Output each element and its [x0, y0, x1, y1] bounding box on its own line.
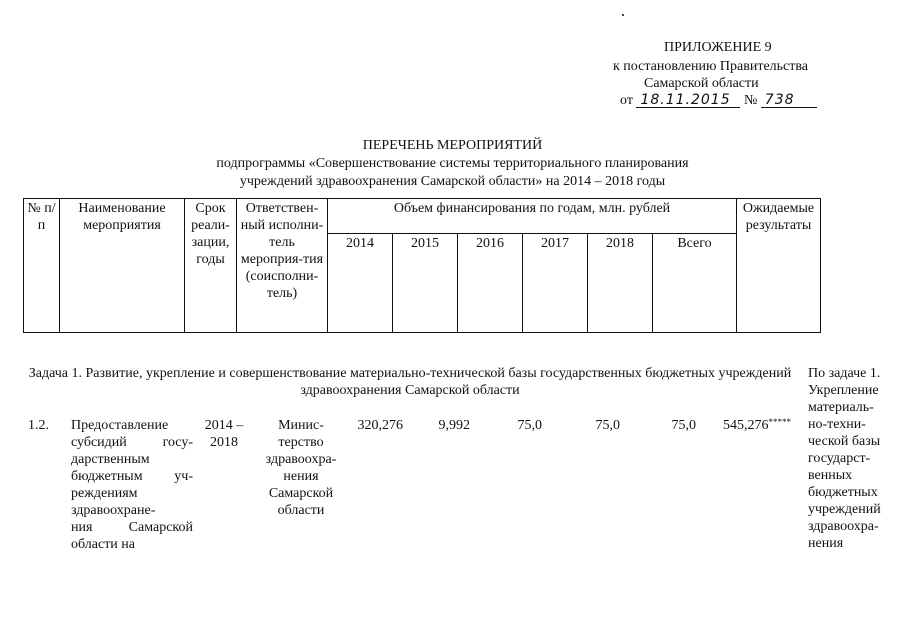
header-num: № п/п — [24, 199, 60, 333]
header-funding: Объем финансирования по годам, млн. рублей — [328, 199, 737, 234]
value-2018: 75,0 — [671, 418, 696, 433]
header-responsible: Ответствен-ный исполни-тель мероприя-тия (соисполни-тель) — [237, 199, 328, 333]
task-heading: Задача 1. Развитие, укрепление и совершенствование материально-технической базы государственных бюджетных учреждений здравоохранения Самарской области — [28, 366, 792, 398]
name-line: субсидий госу- — [71, 435, 193, 450]
result-line: венных — [808, 468, 853, 483]
header-total: Всего — [653, 233, 737, 332]
result-line: государст- — [808, 451, 871, 466]
appendix-title: ПРИЛОЖЕНИЕ 9 — [664, 40, 772, 55]
result-line: учреждений — [808, 502, 881, 517]
document-title: ПЕРЕЧЕНЬ МЕРОПРИЯТИЙ — [362, 138, 543, 153]
result-line: нения — [808, 536, 844, 551]
value-2017: 75,0 — [595, 418, 620, 433]
handwritten-number: 738 — [761, 93, 817, 108]
document-subtitle-2: учреждений здравоохранения Самарской области» на 2014 – 2018 годы — [239, 174, 666, 189]
responsible-line: Минис- — [278, 418, 324, 433]
responsible-line: здравоохра- — [265, 452, 337, 467]
name-line: области на — [71, 537, 136, 552]
row-responsible — [257, 417, 345, 519]
name-line: дарственным — [71, 452, 150, 467]
name-line: реждениям — [71, 486, 138, 501]
number-label: № — [743, 93, 758, 108]
appendix-line2: Самарской области — [644, 76, 759, 91]
responsible-line: Самарской — [268, 486, 334, 501]
responsible-line: области — [277, 503, 325, 518]
from-label: от — [620, 93, 633, 108]
result-line: здравоохра- — [808, 519, 879, 534]
header-term: Срок реали-зации, годы — [185, 199, 237, 333]
header-results: Ожидаемые результаты — [737, 199, 821, 333]
scan-dot — [622, 14, 624, 16]
header-table — [23, 198, 821, 333]
value-2014: 320,276 — [357, 418, 403, 433]
row-term — [196, 417, 252, 451]
term-line: 2018 — [210, 435, 238, 450]
header-name: Наименование мероприятия — [60, 199, 185, 333]
header-year-2018: 2018 — [588, 233, 653, 332]
responsible-line: нения — [283, 469, 319, 484]
header-year-2014: 2014 — [328, 233, 393, 332]
result-line: материаль- — [808, 400, 874, 415]
row-number: 1.2. — [28, 418, 49, 433]
value-2016: 75,0 — [517, 418, 542, 433]
row-name — [71, 417, 193, 553]
value-total — [723, 417, 791, 434]
responsible-line: терство — [278, 435, 324, 450]
task-result — [808, 365, 890, 552]
header-year-2017: 2017 — [523, 233, 588, 332]
name-line: ния Самарской — [71, 520, 193, 535]
result-line: ческой базы — [808, 434, 881, 449]
header-year-2015: 2015 — [393, 233, 458, 332]
appendix-line1: к постановлению Правительства — [613, 59, 809, 74]
total-footnote-mark: ***** — [768, 417, 791, 427]
handwritten-date: 18.11.2015 — [636, 93, 740, 108]
appendix-date-line — [620, 93, 817, 109]
result-line: По задаче 1. — [808, 366, 881, 381]
name-line: Предоставление — [71, 418, 169, 433]
name-line: здравоохране- — [71, 503, 156, 518]
term-line: 2014 – — [204, 418, 244, 433]
document-subtitle-1: подпрограммы «Совершенствование системы территориального планирования — [216, 156, 689, 171]
result-line: бюджетных — [808, 485, 878, 500]
name-line: бюджетным уч- — [71, 469, 193, 484]
result-line: но-техни- — [808, 417, 866, 432]
header-year-2016: 2016 — [458, 233, 523, 332]
value-2015: 9,992 — [438, 418, 470, 433]
result-line: Укрепление — [808, 383, 879, 398]
total-value: 545,276 — [723, 418, 769, 433]
